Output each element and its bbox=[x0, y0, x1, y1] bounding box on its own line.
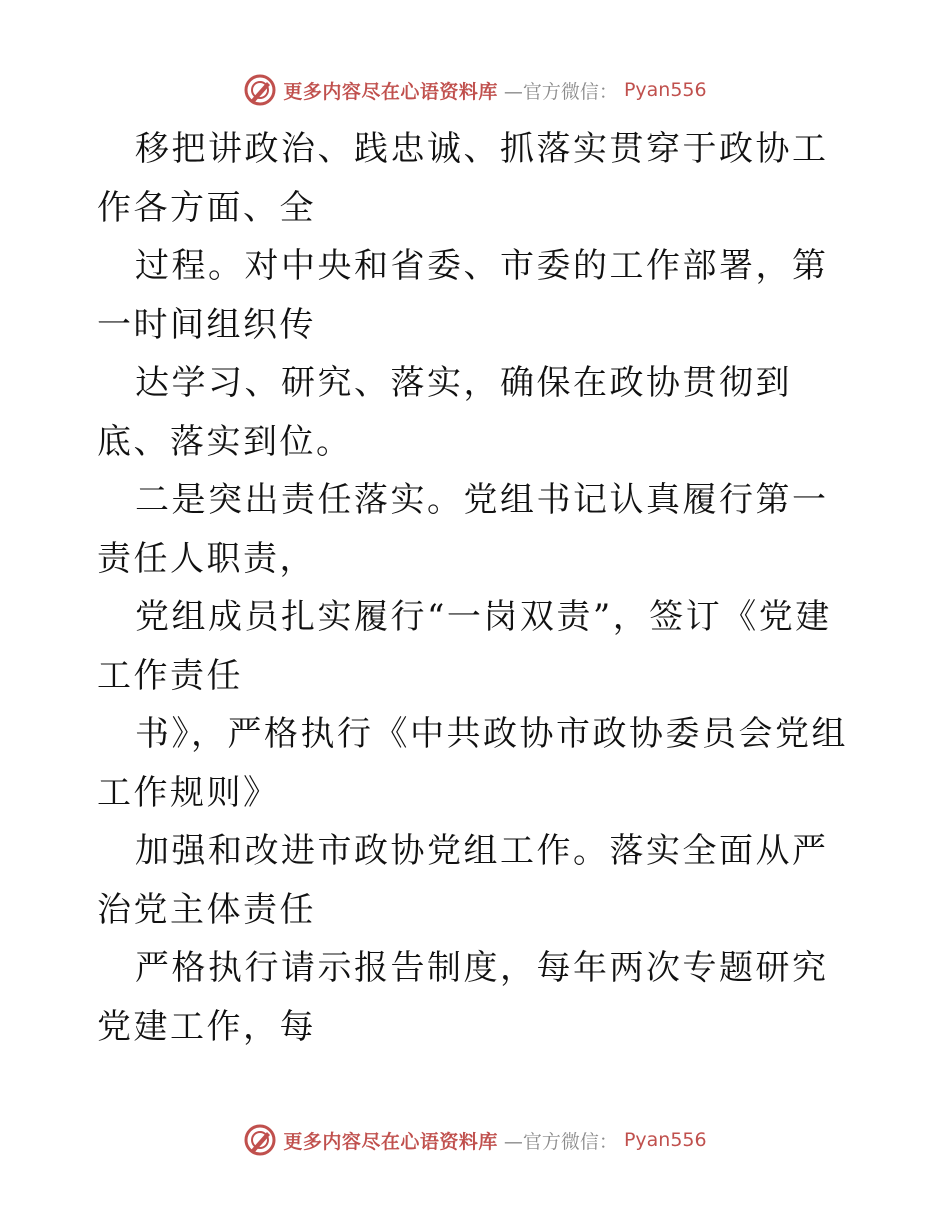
watermark-id: Pyan556 bbox=[623, 1129, 707, 1151]
paragraph bbox=[97, 354, 857, 471]
paragraph-continuation: 方面、全 bbox=[170, 187, 316, 228]
paragraph bbox=[97, 471, 857, 588]
paragraph-continuation: 作规则》 bbox=[133, 772, 280, 813]
paragraph bbox=[97, 939, 857, 1056]
paragraph-first-line: 二是突出责任落实。党组书记认真履行第一责任 bbox=[97, 480, 829, 579]
paragraph bbox=[97, 120, 857, 237]
paragraph-continuation: 人职责， bbox=[170, 538, 316, 579]
paragraph-first-line: 过程。对中央和省委、市委的工作部署，第一时 bbox=[97, 246, 829, 345]
header-watermark bbox=[0, 70, 950, 110]
paragraph-continuation: 实到位。 bbox=[206, 421, 353, 462]
paragraph-continuation: 作责任 bbox=[133, 655, 243, 696]
paragraph-continuation: 工作，每 bbox=[170, 1006, 316, 1047]
paragraph-first-line: 移把讲政治、践忠诚、抓落实贯穿于政协工作各 bbox=[97, 129, 829, 228]
watermark-text: 更多内容尽在心语资料库 bbox=[283, 80, 498, 103]
paragraph bbox=[97, 822, 857, 939]
paragraph-first-line: 严格执行请示报告制度，每年两次专题研究党建 bbox=[97, 948, 829, 1047]
watermark-id: Pyan556 bbox=[623, 79, 707, 101]
watermark-separator: —官方微信： bbox=[503, 80, 618, 103]
paragraph-continuation: 间组织传 bbox=[170, 304, 316, 345]
paragraph bbox=[97, 588, 857, 705]
footer-watermark bbox=[0, 1120, 950, 1160]
pen-circle-logo-icon bbox=[243, 73, 277, 107]
document-body bbox=[97, 120, 857, 1056]
paragraph-continuation: 主体责任 bbox=[170, 889, 316, 930]
paragraph bbox=[97, 237, 857, 354]
paragraph-first-line: 书》，严格执行《中共政协市政协委员会党组工 bbox=[97, 714, 848, 813]
watermark-text: 更多内容尽在心语资料库 bbox=[283, 1130, 498, 1153]
pen-circle-logo-icon bbox=[243, 1123, 277, 1157]
paragraph-first-line: 加强和改进市政协党组工作。落实全面从严治党 bbox=[97, 831, 829, 930]
watermark-separator: —官方微信： bbox=[503, 1130, 618, 1153]
paragraph-first-line: 党组成员扎实履行“一岗双责”，签订《党建工 bbox=[97, 597, 832, 696]
paragraph-first-line: 达学习、研究、落实，确保在政协贯彻到底、落 bbox=[97, 363, 792, 462]
paragraph bbox=[97, 705, 857, 822]
